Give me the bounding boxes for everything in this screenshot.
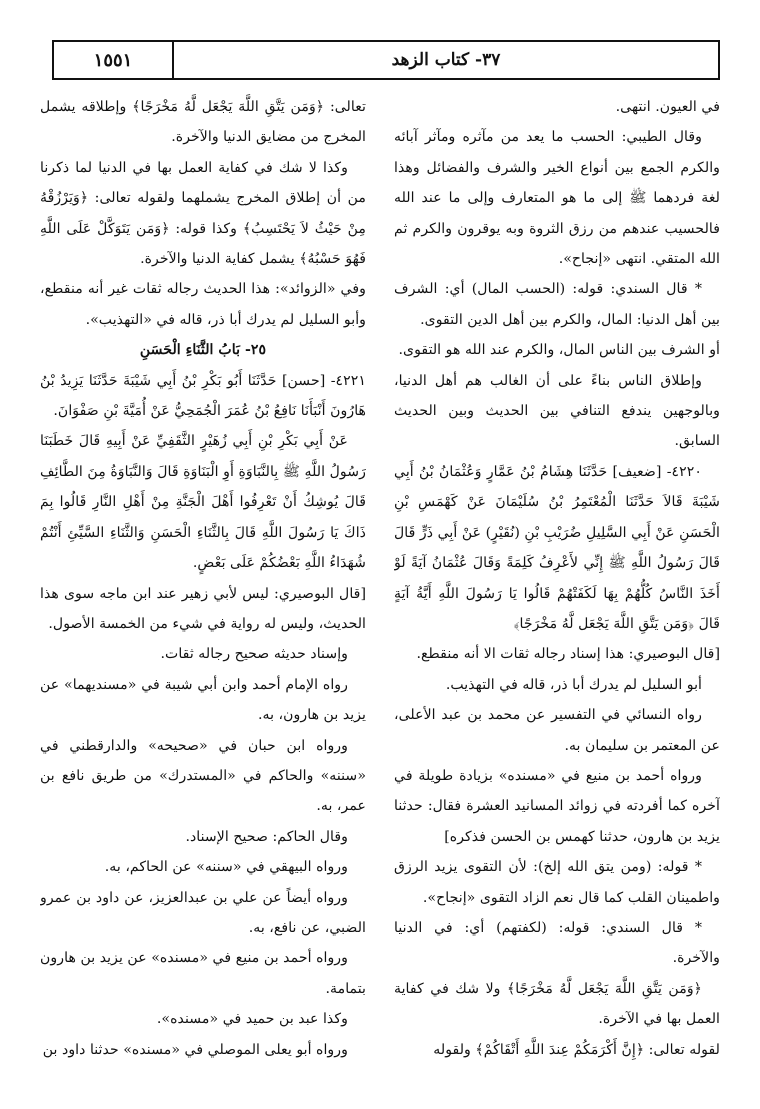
paragraph: وإسناد حديثه صحيح رجاله ثقات. bbox=[160, 646, 348, 663]
paragraph: ورواه البيهقي في «سننه» عن الحاكم، به. bbox=[104, 859, 348, 876]
paragraph: ﴿وَمَن يَتَّقِ اللَّهَ يَجْعَل لَّهُ مَخْرَجًا﴾ ولا شك في كفاية العمل بها في الآخرة. bbox=[394, 980, 720, 1028]
paragraph: أو الشرف بين الناس المال، والكرم عند الله هو التقوى. bbox=[398, 342, 720, 359]
hadith-text: عَنْ أَبِي بَكْرِ بْنِ أَبِي زُهَيْرٍ الثَّقَفِيِّ عَنْ أَبِيهِ قَالَ خَطَبَنَا رَسُولُ اللَّهِ ﷺ بِالنَّبَاوَةِ أَوِ الْبَنَاوَةِ قَالَ وَالنَّبَاوَةُ مِنَ الطَّائِفِ قَالَ يُوشِكُ أَنْ تَعْرِفُوا أَهْلَ الْجَنَّةِ مِنْ أَهْلِ النَّارِ قَالُوا بِمَ ذَاكَ يَا رَسُولَ اللَّهِ قَالَ بِالثَّنَاءِ الْحَسَنِ وَالثَّنَاءِ السَّيِّئِ أَنْتُمْ شُهَدَاءُ اللَّهِ بَعْضُكُمْ عَلَى بَعْضٍ. bbox=[40, 433, 366, 572]
section-heading: ٢٥- بَابُ الثَّنَاءِ الْحَسَنِ bbox=[139, 342, 267, 359]
paragraph: ورواه أحمد بن منيع في «مسنده» بزيادة طويلة في آخره كما أفردته في زوائد المسانيد العشرة فقال: حدثنا يزيد بن هارون، حدثنا كهمس بن الحسن فذكره] bbox=[394, 767, 720, 845]
paragraph: أبو السليل لم يدرك أبا ذر، قاله في التهذيب. bbox=[445, 676, 702, 693]
paragraph: وإطلاق الناس بناءً على أن الغالب هم أهل الدنيا، وبالوجهين يندفع التنافي بين الحديث وبين الحديث السابق. bbox=[394, 372, 720, 450]
paragraph: * قوله: (ومن يتق الله إلخ): لأن التقوى يزيد الرزق واطمينان القلب كما قال نعم الزاد التقوى «إنجاح». bbox=[394, 859, 720, 906]
paragraph: وقال الطيبي: الحسب ما يعد من مآثره ومآثر آبائه والكرم الجمع بين أنواع الخير والشرف والفضائل وهذا لغة فردهما ﷺ إلى ما هو المتعارف وإلى ما عند الله فالحسيب عندهم من رزق الثروة وبه يوقرون والكرم ثم الله المتقي. انتهى «إنجاح». bbox=[394, 129, 720, 268]
paragraph: تعالى: ﴿وَمَن يَتَّقِ اللَّهَ يَجْعَل لَّهُ مَخْرَجًا﴾ وإطلاقه يشمل المخرج من مضايق الدنيا والآخرة. bbox=[40, 99, 366, 146]
paragraph: وقال الحاكم: صحيح الإسناد. bbox=[185, 828, 348, 845]
paragraph: ورواه ابن حبان في «صحيحه» والدارقطني في «سننه» والحاكم في «المستدرك» من طريق نافع بن عمر، به. bbox=[40, 737, 366, 815]
paragraph: * قال السندي: قوله: (الحسب المال) أي: الشرف بين أهل الدنيا: المال، والكرم بين أهل الدين التقوى. bbox=[394, 281, 720, 328]
hadith-text: ٤٢٢٠- [ضعيف] حَدَّثَنَا هِشَامُ بْنُ عَمَّارٍ وَعُثْمَانُ بْنُ أَبِي شَيْبَةَ قَالاَ حَدَّثَنَا الْمُعْتَمِرُ بْنُ سُلَيْمَانَ عَنْ كَهْمَسِ بْنِ الْحَسَنِ عَنْ أَبِي السَّلِيلِ ضُرَيْبِ بْنِ (نُقَيْرٍ) عَنْ أَبِي ذَرٍّ قَالَ قَالَ رَسُولُ اللَّهِ ﷺ إِنِّي لأَعْرِفُ كَلِمَةً وَقَالَ عُثْمَانُ آيَةً لَوْ أَخَذَ النَّاسُ كُلُّهُمْ بِهَا لَكَفَتْهُمْ قَالُوا يَا رَسُولَ اللَّهِ أَيَّةُ آيَةٍ قَالَ ﴿وَمَن يَتَّقِ اللَّهَ يَجْعَل لَّهُ مَخْرَجًا﴾ bbox=[394, 463, 720, 632]
paragraph: ورواه أيضاً عن علي بن عبدالعزيز، عن داود بن عمرو الضبي، عن نافع، به. bbox=[40, 889, 366, 936]
hadith-text: ٤٢٢١- [حسن] حَدَّثَنَا أَبُو بَكْرِ بْنُ أَبِي شَيْبَةَ حَدَّثَنَا يَزِيدُ بْنُ هَارُونَ أَنْبَأَنَا نَافِعُ بْنُ عُمَرَ الْجُمَحِيُّ عَنْ أُمَيَّةَ بْنِ صَفْوَانَ. bbox=[40, 372, 366, 420]
paragraph: [قال البوصيري: هذا إسناد رجاله ثقات الا أنه منقطع. bbox=[416, 646, 720, 663]
paragraph: * قال السندي: قوله: (لكفتهم) أي: في الدنيا والآخرة. bbox=[394, 919, 720, 967]
paragraph: وكذا لا شك في كفاية العمل بها في الدنيا لما ذكرنا من أن إطلاق المخرج يشملهما ولقوله تعالى: ﴿وَيَرْزُقْهُ مِنْ حَيْثُ لاَ يَحْتَسِبُ﴾ وكذا قوله: ﴿وَمَن يَتَوَكَّلْ عَلَى اللَّهِ فَهُوَ حَسْبُهُ﴾ يشمل كفاية الدنيا والآخرة. bbox=[40, 159, 366, 268]
paragraph: ورواه أحمد بن منيع في «مسنده» عن يزيد بن هارون بتمامة. bbox=[40, 950, 366, 997]
paragraph: رواه الإمام أحمد وابن أبي شيبة في «مسنديهما» عن يزيد بن هارون، به. bbox=[40, 676, 366, 724]
paragraph: وفي «الزوائد»: هذا الحديث رجاله ثقات غير أنه منقطع، وأبو السليل لم يدرك أبا ذر، قاله في «التهذيب». bbox=[40, 281, 366, 328]
header-divider bbox=[172, 42, 174, 78]
paragraph: وكذا عبد بن حميد في «مسنده». bbox=[156, 1011, 348, 1028]
paragraph: ورواه أبو يعلى الموصلي في «مسنده» حدثنا داود بن bbox=[42, 1041, 348, 1058]
chapter-title: ٣٧- كتاب الزهد bbox=[391, 50, 501, 70]
paragraph: في العيون. انتهى. bbox=[615, 99, 720, 115]
paragraph: لقوله تعالى: ﴿إِنَّ أَكْرَمَكُمْ عِندَ اللَّهِ أَتْقَاكُمْ﴾ ولقوله bbox=[433, 1041, 720, 1058]
right-column bbox=[394, 92, 720, 1092]
page-number: ١٥٥١ bbox=[93, 49, 133, 71]
page-header bbox=[52, 40, 720, 80]
paragraph: [قال البوصيري: ليس لأبي زهير عند ابن ماجه سوى هذا الحديث، وليس له رواية في شيء من الخمسة الأصول. bbox=[40, 585, 366, 632]
left-column bbox=[40, 92, 366, 1092]
paragraph: رواه النسائي في التفسير عن محمد بن عبد الأعلى، عن المعتمر بن سليمان به. bbox=[394, 707, 720, 754]
